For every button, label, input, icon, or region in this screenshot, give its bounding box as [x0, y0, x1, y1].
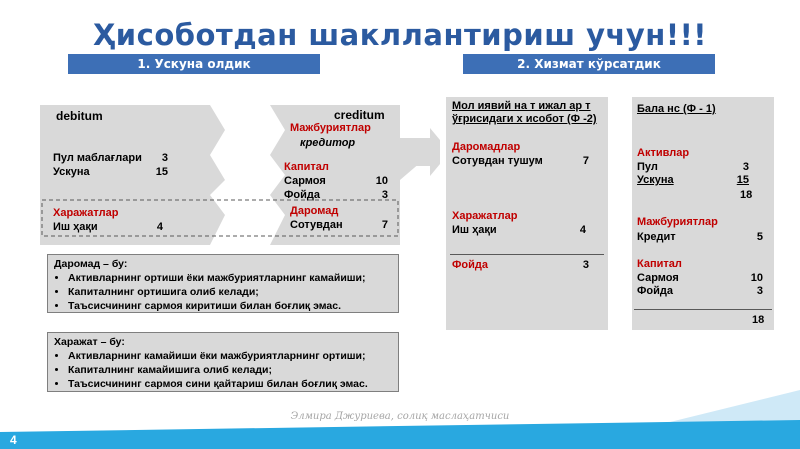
credit-capital-heading: Капитал	[284, 161, 329, 173]
debit-expense-row: Иш ҳақи 4	[53, 221, 163, 233]
section-1-bar: 1. Ускуна олдик	[68, 54, 320, 74]
income-note	[47, 254, 399, 313]
debit-rows	[53, 152, 168, 178]
balance-liab-row: Кредит 5	[637, 231, 763, 243]
fin-result-heading: Мол иявий на т ижал ар т ўғрисидаги х исобот (Ф -2)	[452, 100, 597, 125]
balance-heading: Бала нс (Ф - 1)	[637, 103, 716, 115]
fin-profit-row: Фойда 3	[452, 259, 589, 271]
expense-note-heading: Харажат – бу:	[54, 336, 125, 348]
balance-total: 18	[752, 314, 765, 326]
credit-income-heading: Даромад	[290, 205, 339, 217]
expense-note-item: • Капиталнинг камайишига олиб келади;	[68, 364, 392, 376]
credit-heading: creditum	[334, 108, 385, 122]
income-note-item: • Активларнинг ортиши ёки мажбуриятларнинг камайиши;	[68, 272, 392, 284]
balance-assets-total: 18	[740, 189, 753, 201]
debit-expense-heading: Харажатлар	[53, 207, 119, 219]
debit-row-cash: Пул маблағлари 3	[53, 152, 168, 164]
slide-title: Ҳисоботдан шакллантириш учун!!!	[92, 18, 708, 52]
fin-expense-heading: Харажатлар	[452, 210, 518, 222]
expense-note-item: • Таъсисчининг сармоя сини қайтариш билан боғлиқ эмас.	[68, 378, 392, 390]
credit-row-investment: Сармоя 10	[284, 175, 388, 187]
section-2-bar: 2. Хизмат кўрсатдик	[463, 54, 715, 74]
balance-asset-rows	[637, 161, 749, 186]
balance-capital-heading: Капитал	[637, 258, 682, 270]
fin-expense-row: Иш ҳақи 4	[452, 224, 586, 236]
balance-assets-heading: Активлар	[637, 147, 690, 159]
income-note-item: • Капиталнинг ортишига олиб келади;	[68, 286, 392, 298]
credit-income-row: Сотувдан 7	[290, 219, 388, 231]
balance-liab-heading: Мажбуриятлар	[637, 216, 718, 228]
fin-income-row: Сотувдан тушум 7	[452, 155, 589, 167]
footer-author: Элмира Джуриева, солиқ маслаҳатчиси	[290, 411, 510, 422]
debit-heading: debitum	[56, 109, 103, 123]
balance-divider	[634, 309, 772, 310]
balance-capital-rows	[637, 272, 763, 297]
page-number: 4	[10, 433, 17, 447]
debit-row-equipment: Ускуна 15	[53, 166, 168, 178]
income-note-item: • Таъсисчининг сармоя киритиши билан боғлиқ эмас.	[68, 300, 392, 312]
balance-row-equipment: Ускуна 15	[637, 174, 749, 186]
balance-row-investment: Сармоя 10	[637, 272, 763, 284]
income-note-heading: Даромад – бу:	[54, 258, 128, 270]
expense-note	[47, 332, 399, 392]
fin-divider	[450, 254, 604, 255]
credit-liab-heading: Мажбуриятлар	[290, 122, 371, 134]
expense-note-item: • Активларнинг камайиши ёки мажбуриятларнинг ортиши;	[68, 350, 392, 362]
balance-row-profit: Фойда 3	[637, 285, 763, 297]
credit-rows	[284, 175, 388, 201]
credit-row-profit: Фойда 3	[284, 189, 388, 201]
credit-creditor: кредитор	[300, 137, 356, 149]
balance-row-cash: Пул 3	[637, 161, 749, 173]
fin-income-heading: Даромадлар	[452, 141, 521, 153]
